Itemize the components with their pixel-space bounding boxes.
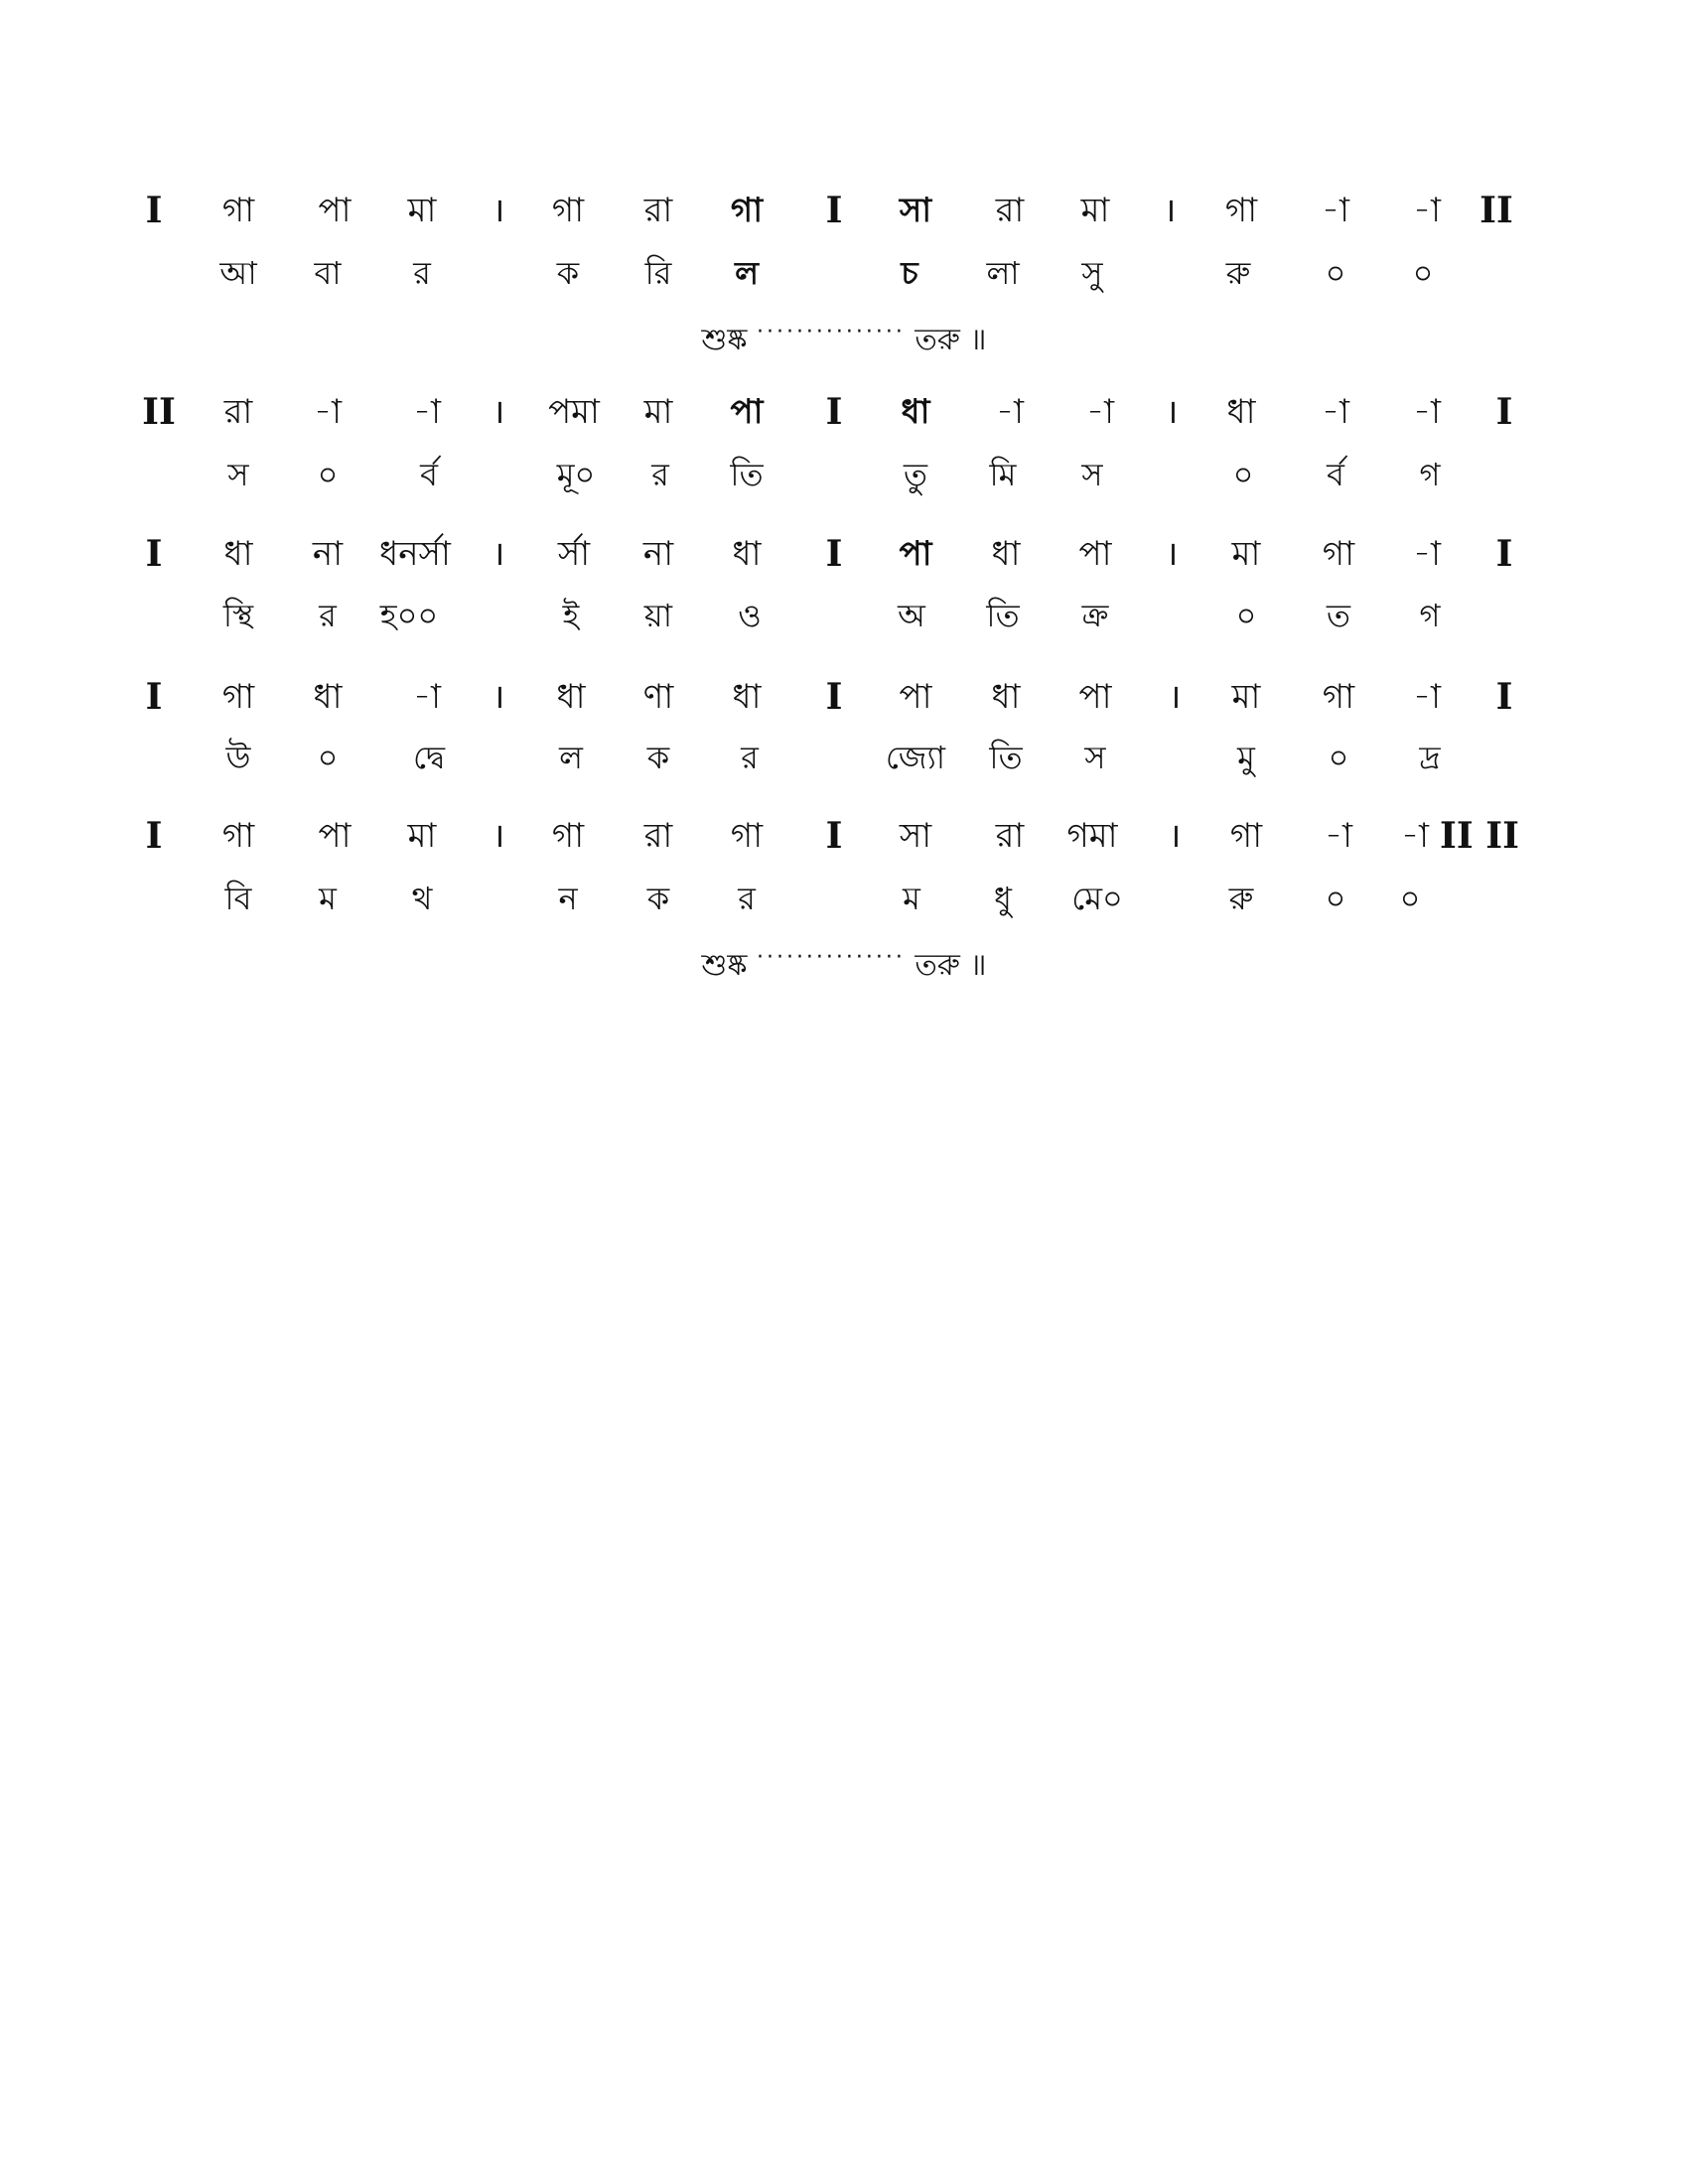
swara-note: -া xyxy=(1413,677,1441,717)
lyric-syllable: জ্যো xyxy=(885,739,946,776)
lyric-syllable: দ্বে xyxy=(413,739,445,776)
notation-row xyxy=(0,181,1688,240)
lyric-syllable: য়া xyxy=(643,597,673,634)
beat-divider: । xyxy=(492,191,505,230)
bar-line: I xyxy=(1495,391,1513,433)
swara-note: গা xyxy=(551,816,585,856)
beat-divider: । xyxy=(1165,392,1179,432)
swara-note: রা xyxy=(643,816,673,856)
lyric-syllable: বি xyxy=(224,880,252,917)
swara-note: ধা xyxy=(991,677,1021,717)
lyric-syllable: ল xyxy=(559,739,583,776)
swara-note: -া xyxy=(1086,392,1114,432)
lyric-syllable: তু xyxy=(903,456,928,493)
lyric-syllable: তি xyxy=(730,456,764,493)
lyric-syllable: র xyxy=(738,880,756,917)
swara-note: পা xyxy=(899,677,932,717)
lyric-syllable: মি xyxy=(989,456,1017,493)
lyric-syllable: ক্র xyxy=(1081,597,1109,634)
lyric-syllable: ০ xyxy=(317,739,339,776)
lyric-syllable: র xyxy=(413,254,431,292)
swara-note: ধা xyxy=(732,534,762,574)
lyric-syllable: অ xyxy=(898,597,925,634)
swara-note: পা xyxy=(730,392,764,432)
lyric-syllable: ও xyxy=(738,597,762,634)
beat-divider: । xyxy=(1168,816,1182,856)
lyric-syllable: স্থি xyxy=(222,597,254,634)
swara-note: গা xyxy=(1322,534,1355,574)
swara-note: -া xyxy=(1322,392,1349,432)
lyric-syllable: তি xyxy=(989,739,1023,776)
lyric-syllable: ০ xyxy=(317,456,339,493)
lyric-syllable: স xyxy=(1081,456,1103,493)
lyric-syllable: ০ xyxy=(1328,739,1349,776)
lyric-syllable: ই xyxy=(562,597,580,634)
swara-note: গা xyxy=(221,191,255,230)
lyric-row xyxy=(0,869,1688,928)
bar-line: II xyxy=(142,391,176,433)
lyric-syllable: আ xyxy=(219,254,257,292)
lyric-syllable: র্ব xyxy=(1327,456,1344,493)
lyric-syllable: রু xyxy=(1228,880,1254,917)
lyric-syllable: দ্র xyxy=(1419,739,1441,776)
bar-line: I xyxy=(825,533,843,575)
bar-line: I xyxy=(825,815,843,857)
lyric-syllable: রি xyxy=(644,254,672,292)
swara-note: গা xyxy=(221,816,255,856)
lyric-syllable: গ xyxy=(1419,597,1441,634)
swara-note: মা xyxy=(1231,677,1261,717)
swara-note: -া xyxy=(1322,191,1349,230)
swara-note: ধা xyxy=(991,534,1021,574)
swara-note: সা xyxy=(899,191,932,230)
swara-note: ধা xyxy=(556,677,586,717)
lyric-syllable: ম xyxy=(319,880,337,917)
beat-divider: । xyxy=(492,392,505,432)
bar-line: I xyxy=(825,190,843,231)
swara-note: গা xyxy=(221,677,255,717)
lyric-syllable: সু xyxy=(1081,254,1103,292)
swara-note: রা xyxy=(223,392,253,432)
refrain-dots: ··············· xyxy=(756,945,906,970)
lyric-syllable: চ xyxy=(901,254,918,292)
lyric-syllable: রু xyxy=(1225,254,1251,292)
refrain-start: শুষ্ক xyxy=(701,948,748,983)
bar-line: I xyxy=(1495,676,1513,718)
refrain-dots: ··············· xyxy=(756,320,906,344)
lyric-syllable: র xyxy=(319,597,337,634)
swara-note: ধা xyxy=(901,392,930,432)
swara-note: গা xyxy=(730,191,764,230)
bar-line: I xyxy=(825,391,843,433)
swara-note: সা xyxy=(899,816,932,856)
lyric-syllable: মু xyxy=(1237,739,1255,776)
lyric-row xyxy=(0,243,1688,303)
lyric-syllable: ম xyxy=(903,880,920,917)
swara-note: মা xyxy=(407,191,437,230)
swara-note: পা xyxy=(318,191,352,230)
lyric-syllable: ক xyxy=(646,739,670,776)
swara-note: -া xyxy=(1413,392,1441,432)
notation-row xyxy=(0,382,1688,442)
lyric-syllable: ক xyxy=(556,254,580,292)
swara-note: না xyxy=(642,534,674,574)
lyric-syllable: উ xyxy=(225,739,251,776)
swara-note: -া xyxy=(1413,534,1441,574)
lyric-syllable: ক xyxy=(646,880,670,917)
lyric-syllable: থ xyxy=(411,880,433,917)
lyric-syllable: ন xyxy=(558,880,578,917)
swara-note: -া xyxy=(1413,191,1441,230)
refrain-caption xyxy=(0,308,1688,365)
swara-note: র্সা xyxy=(557,534,591,574)
lyric-row xyxy=(0,445,1688,504)
swara-note: পমা xyxy=(548,392,600,432)
swara-note: মা xyxy=(643,392,673,432)
notation-row xyxy=(0,524,1688,584)
swara-note: পা xyxy=(1078,677,1112,717)
refrain-end: তরু ॥ xyxy=(914,948,987,983)
swara-note: পা xyxy=(318,816,352,856)
bar-line: I xyxy=(825,676,843,718)
refrain-caption xyxy=(0,933,1688,991)
swara-note: গা xyxy=(1322,677,1355,717)
notation-row xyxy=(0,806,1688,866)
swara-note: গমা xyxy=(1066,816,1118,856)
lyric-syllable: ল xyxy=(735,254,759,292)
bar-line: II xyxy=(1479,190,1513,231)
swara-note: ধা xyxy=(1226,392,1256,432)
swara-note: মা xyxy=(407,816,437,856)
swara-note: না xyxy=(312,534,344,574)
bar-line: I xyxy=(145,190,163,231)
swara-note: ধা xyxy=(313,677,343,717)
swara-note: -া xyxy=(413,677,441,717)
lyric-syllable: লা xyxy=(986,254,1020,292)
swara-note: ণা xyxy=(642,677,674,717)
swara-note: পা xyxy=(1078,534,1112,574)
beat-divider: । xyxy=(1163,191,1177,230)
swara-note: গা xyxy=(551,191,585,230)
lyric-syllable: গ xyxy=(1419,456,1441,493)
swara-note: মা xyxy=(1231,534,1261,574)
bar-line: II II xyxy=(1440,815,1519,857)
beat-divider: । xyxy=(1168,677,1182,717)
lyric-syllable: র্ব xyxy=(420,456,438,493)
bar-line: I xyxy=(145,533,163,575)
lyric-syllable: ধু xyxy=(994,880,1012,917)
beat-divider: । xyxy=(492,534,505,574)
swara-note: রা xyxy=(995,816,1025,856)
swara-note: পা xyxy=(899,534,932,574)
swara-note: -া xyxy=(1401,816,1429,856)
lyric-syllable: ০ xyxy=(1232,456,1254,493)
lyric-row xyxy=(0,586,1688,645)
swara-note: ধনর্সা xyxy=(379,534,451,574)
refrain-end: তরু ॥ xyxy=(914,323,987,357)
swara-note: -া xyxy=(996,392,1024,432)
swara-note: রা xyxy=(995,191,1025,230)
lyric-syllable: ত xyxy=(1326,597,1351,634)
lyric-syllable: মে০ xyxy=(1071,880,1123,917)
swara-note: গা xyxy=(730,816,764,856)
swara-note: ধা xyxy=(732,677,762,717)
lyric-syllable: তি xyxy=(986,597,1020,634)
lyric-syllable: হ০০ xyxy=(379,597,439,634)
lyric-row xyxy=(0,728,1688,787)
swara-note: -া xyxy=(413,392,441,432)
beat-divider: । xyxy=(492,816,505,856)
bar-line: I xyxy=(145,676,163,718)
swara-note: গা xyxy=(1224,191,1258,230)
lyric-syllable: স xyxy=(227,456,249,493)
notation-row xyxy=(0,667,1688,727)
bar-line: I xyxy=(145,815,163,857)
lyric-syllable: ০ xyxy=(1235,597,1257,634)
swara-note: ধা xyxy=(223,534,253,574)
lyric-syllable: ০ xyxy=(1325,254,1346,292)
lyric-syllable: ০ xyxy=(1325,880,1346,917)
lyric-syllable: বা xyxy=(314,254,342,292)
lyric-syllable: র xyxy=(741,739,759,776)
lyric-syllable: র xyxy=(651,456,669,493)
swara-note: গা xyxy=(1229,816,1263,856)
lyric-syllable: মূ০ xyxy=(556,456,596,493)
lyric-syllable: ০ xyxy=(1399,880,1421,917)
swara-note: মা xyxy=(1080,191,1110,230)
lyric-syllable: স xyxy=(1084,739,1106,776)
bar-line: I xyxy=(1495,533,1513,575)
refrain-start: শুষ্ক xyxy=(701,323,748,357)
swara-note: রা xyxy=(643,191,673,230)
beat-divider: । xyxy=(492,677,505,717)
swara-note: -া xyxy=(1325,816,1352,856)
swara-note: -া xyxy=(314,392,342,432)
lyric-syllable: ০ xyxy=(1412,254,1434,292)
beat-divider: । xyxy=(1165,534,1179,574)
